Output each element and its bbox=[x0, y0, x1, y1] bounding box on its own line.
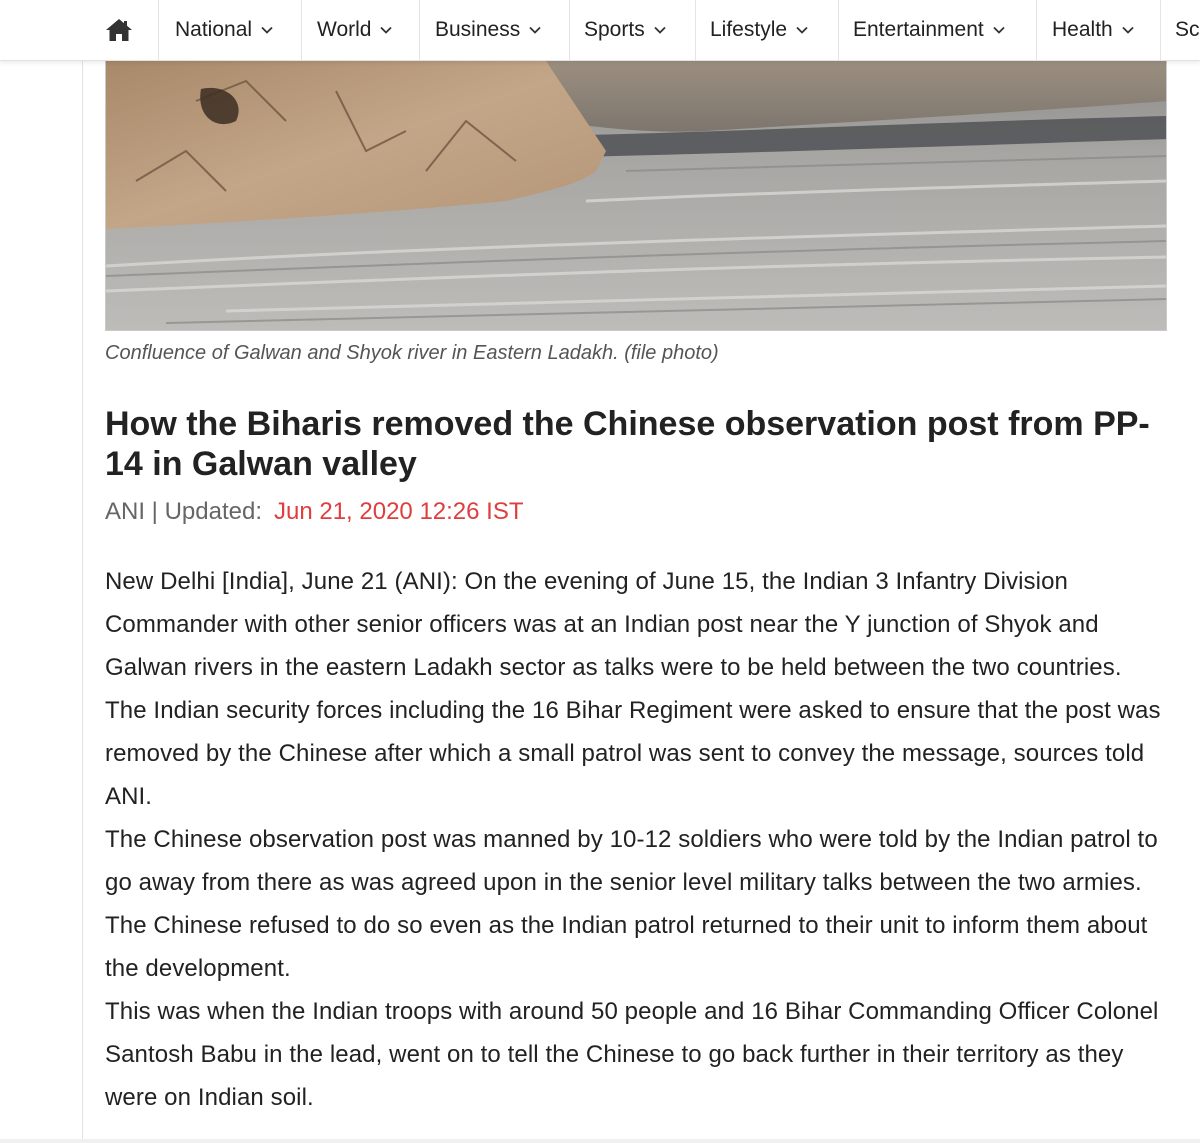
nav-item-lifestyle[interactable] bbox=[695, 0, 838, 60]
article-meta bbox=[105, 498, 524, 526]
bottom-edge bbox=[0, 1139, 1200, 1143]
chevron-down-icon bbox=[992, 23, 1006, 37]
home-icon bbox=[105, 18, 133, 42]
chevron-down-icon bbox=[1121, 23, 1135, 37]
nav-item-sports[interactable] bbox=[569, 0, 695, 60]
nav-item-business[interactable] bbox=[419, 0, 569, 60]
article-photo bbox=[105, 60, 1167, 331]
article-headline: How the Biharis removed the Chinese observation post from PP-14 in Galwan valley bbox=[105, 405, 1150, 483]
nav-item-label: Entertainment bbox=[853, 18, 984, 41]
river-photo-image bbox=[106, 61, 1167, 331]
nav-item-label: Lifestyle bbox=[710, 18, 788, 41]
nav-item-label: Sc bbox=[1175, 18, 1200, 41]
nav-item-health[interactable] bbox=[1036, 0, 1160, 60]
byline: ANI | Updated: bbox=[105, 498, 262, 525]
article-body bbox=[105, 560, 1170, 1119]
nav-item-national[interactable] bbox=[158, 0, 301, 60]
paragraph: New Delhi [India], June 21 (ANI): On the evening of June 15, the Indian 3 Infantry Division Commander with other senior officers was at an Indian post near the Y junction of Shyok and Galwan rivers in the eastern Ladakh sector as talks were to be held between the two countries. bbox=[105, 568, 1122, 681]
home-button[interactable] bbox=[80, 0, 158, 60]
nav-item-label: World bbox=[317, 18, 372, 41]
nav-item-entertainment[interactable] bbox=[838, 0, 1036, 60]
nav-item-label: National bbox=[175, 18, 253, 41]
chevron-down-icon bbox=[795, 23, 809, 37]
photo-caption: Confluence of Galwan and Shyok river in Eastern Ladakh. (file photo) bbox=[105, 342, 719, 364]
chevron-down-icon bbox=[379, 23, 393, 37]
chevron-down-icon bbox=[653, 23, 667, 37]
paragraph: The Indian security forces including the 16 Bihar Regiment were asked to ensure that the post was removed by the Chinese after which a small patrol was sent to convey the message, sources told ANI. bbox=[105, 697, 1161, 810]
nav-item-label: Health bbox=[1052, 18, 1113, 41]
paragraph: The Chinese observation post was manned by 10-12 soldiers who were told by the Indian patrol to go away from there as was agreed upon in the senior level military talks between the two armies. The Chinese refused to do so even as the Indian patrol returned to their unit to inform them about the development. bbox=[105, 826, 1158, 982]
nav-item-science[interactable] bbox=[1160, 0, 1200, 60]
nav-menu bbox=[158, 0, 1200, 60]
nav-item-world[interactable] bbox=[301, 0, 419, 60]
paragraph: This was when the Indian troops with around 50 people and 16 Bihar Commanding Officer Colonel Santosh Babu in the lead, went on to tell the Chinese to go back further in their territory as they were on Indian soil. bbox=[105, 998, 1159, 1111]
chevron-down-icon bbox=[528, 23, 542, 37]
chevron-down-icon bbox=[260, 23, 274, 37]
top-navigation bbox=[0, 0, 1200, 61]
nav-item-label: Sports bbox=[584, 18, 645, 41]
nav-item-label: Business bbox=[435, 18, 521, 41]
publish-date: Jun 21, 2020 12:26 IST bbox=[273, 498, 524, 525]
